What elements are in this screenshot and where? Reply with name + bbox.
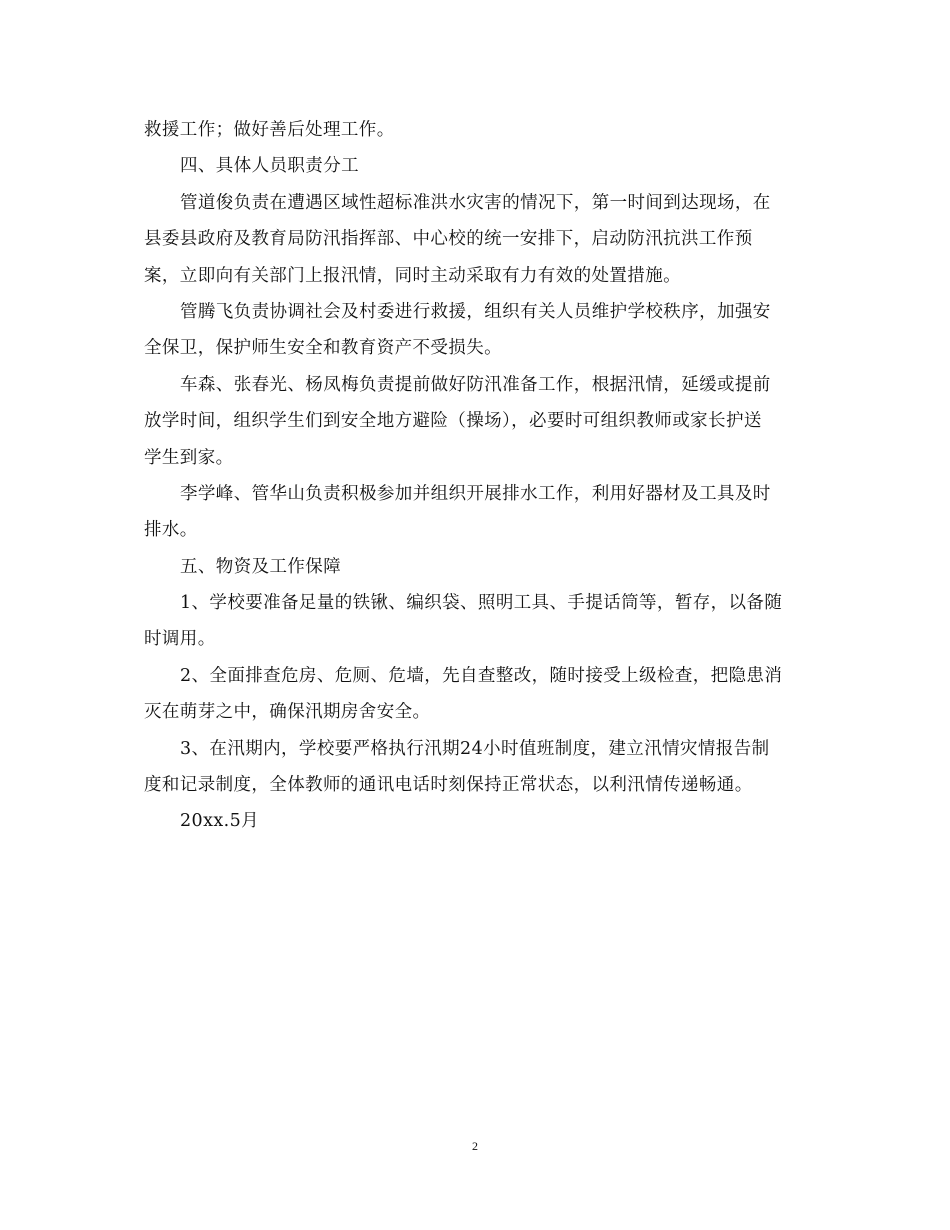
text-line: 车森、张春光、杨凤梅负责提前做好防汛准备工作，根据汛情，延缓或提前 [180, 374, 771, 395]
text-line: 管道俊负责在遭遇区域性超标准洪水灾害的情况下，第一时间到达现场，在 [180, 192, 771, 213]
text-line: 排水。 [144, 520, 198, 541]
page-number: 2 [472, 1139, 478, 1153]
text-line: 灭在萌芽之中，确保汛期房舍安全。 [144, 702, 431, 723]
document-date: 20xx.5月 [180, 811, 260, 832]
text-line: 救援工作；做好善后处理工作。 [144, 120, 395, 140]
text-line: 1、学校要准备足量的铁锹、编织袋、照明工具、手提话筒等，暂存，以备随 [180, 593, 783, 614]
text-line: 管腾飞负责协调社会及村委进行救援，组织有关人员维护学校秩序，加强安 [180, 301, 771, 322]
text-line: 学生到家。 [144, 447, 234, 468]
text-line: 县委县政府及教育局防汛指挥部、中心校的统一安排下，启动防汛抗洪工作预 [144, 229, 753, 250]
text-line: 案，立即向有关部门上报汛情，同时主动采取有力有效的处置措施。 [144, 265, 681, 286]
section-heading: 五、物资及工作保障 [180, 556, 342, 577]
text-line: 李学峰、管华山负责积极参加并组织开展排水工作，利用好器材及工具及时 [180, 483, 771, 504]
section-heading: 四、具体人员职责分工 [180, 156, 359, 177]
text-line: 全保卫，保护师生安全和教育资产不受损失。 [144, 338, 502, 359]
text-line: 度和记录制度，全体教师的通讯电话时刻保持正常状态，以利汛情传递畅通。 [144, 775, 753, 796]
text-line: 2、全面排查危房、危厕、危墙，先自查整改，随时接受上级检查，把隐患消 [180, 665, 783, 686]
text-line: 3、在汛期内，学校要严格执行汛期24小时值班制度，建立汛情灾情报告制 [180, 738, 770, 759]
text-line: 时调用。 [144, 629, 216, 650]
text-line: 放学时间，组织学生们到安全地方避险（操场），必要时可组织教师或家长护送 [144, 411, 762, 432]
document-body [144, 112, 808, 840]
